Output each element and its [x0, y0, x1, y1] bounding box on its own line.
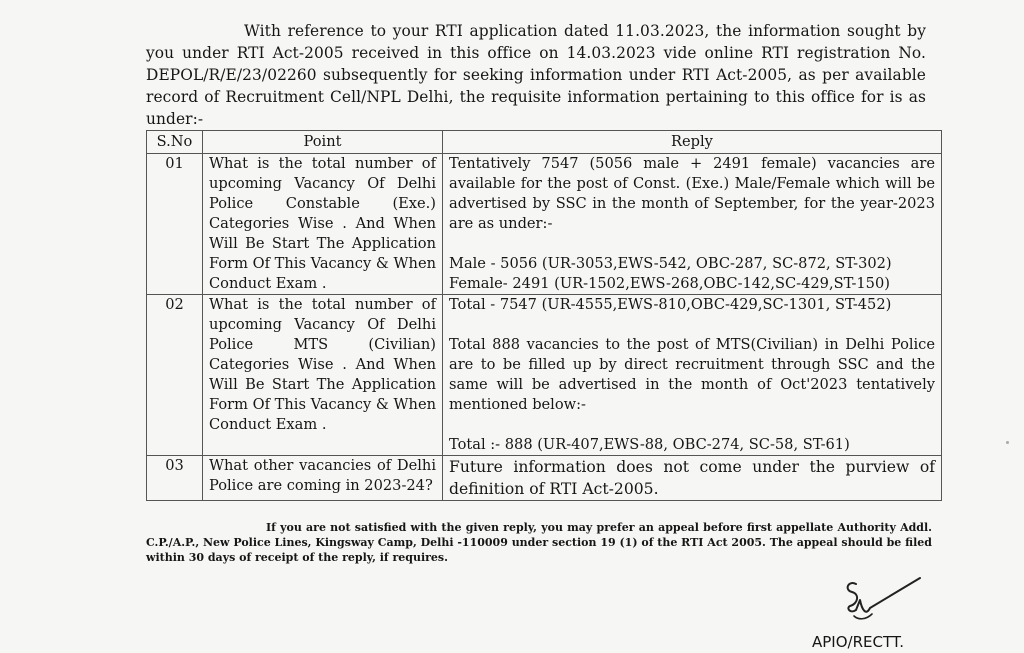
reply-paragraph: Future information does not come under the purview of definition of RTI Act-2005.	[449, 458, 935, 498]
reply-gap	[449, 415, 935, 435]
table-row	[147, 295, 942, 456]
row-reply	[443, 154, 942, 295]
reply-total-breakup: Total - 7547 (UR-4555,EWS-810,OBC-429,SC-1301, ST-452)	[449, 296, 892, 313]
row-sno: 02	[147, 295, 203, 456]
row-point: What is the total number of upcoming Vacancy Of Delhi Police MTS (Civilian) Categories Wise . And When Will Be Start The Application Form Of This Vacancy & When Conduct Exam .	[203, 295, 443, 456]
header-reply: Reply	[443, 131, 942, 154]
table-header-row	[147, 131, 942, 154]
appeal-note-text: If you are not satisfied with the given reply, you may prefer an appeal before first appellate Authority Addl. C.P./A.P., New Police Lines, Kingsway Camp, Delhi -110009 under section 19 (1) of the RTI Act 2005. The appeal should be filed within 30 days of receipt of the reply, if requires.	[146, 521, 932, 564]
signatory-designation: APIO/RECTT.	[812, 633, 905, 651]
header-point: Point	[203, 131, 443, 154]
intro-text: With reference to your RTI application dated 11.03.2023, the information sought by you under RTI Act-2005 received in this office on 14.03.2023 vide online RTI registration No. DEPOL/R/E/23/02260 subsequently for seeking information under RTI Act-2005, as per available record of Recruitment Cell/NPL Delhi, the requisite information pertaining to this office for is as under:-	[146, 22, 926, 128]
intro-paragraph	[146, 20, 926, 130]
row-point: What other vacancies of Delhi Police are coming in 2023-24?	[203, 456, 443, 501]
reply-paragraph: Tentatively 7547 (5056 male + 2491 female) vacancies are available for the post of Const. (Exe.) Male/Female which will be advertised by SSC in the month of September, for the year-2023 are as under:-	[449, 155, 935, 232]
header-sno: S.No	[147, 131, 203, 154]
table-row	[147, 154, 942, 295]
reply-total-breakup: Total :- 888 (UR-407,EWS-88, OBC-274, SC-58, ST-61)	[449, 436, 850, 453]
reply-gap	[449, 234, 935, 254]
reply-male-breakup: Male - 5056 (UR-3053,EWS-542, OBC-287, SC-872, ST-302)	[449, 255, 892, 272]
scan-speck	[1006, 441, 1009, 444]
rti-reply-table	[146, 130, 942, 501]
row-reply	[443, 456, 942, 501]
row-point: What is the total number of upcoming Vacancy Of Delhi Police Constable (Exe.) Categories Wise . And When Will Be Start The Application Form Of This Vacancy & When Conduct Exam .	[203, 154, 443, 295]
table-row	[147, 456, 942, 501]
row-sno: 01	[147, 154, 203, 295]
appeal-note	[146, 520, 932, 565]
row-sno: 03	[147, 456, 203, 501]
handwritten-signature	[836, 570, 936, 630]
row-reply	[443, 295, 942, 456]
reply-paragraph: Total 888 vacancies to the post of MTS(Civilian) in Delhi Police are to be filled up by direct recruitment through SSC and the same will be advertised in the month of Oct'2023 tentatively mentioned below:-	[449, 336, 935, 413]
reply-gap	[449, 315, 935, 335]
reply-female-breakup: Female- 2491 (UR-1502,EWS-268,OBC-142,SC-429,ST-150)	[449, 275, 890, 292]
